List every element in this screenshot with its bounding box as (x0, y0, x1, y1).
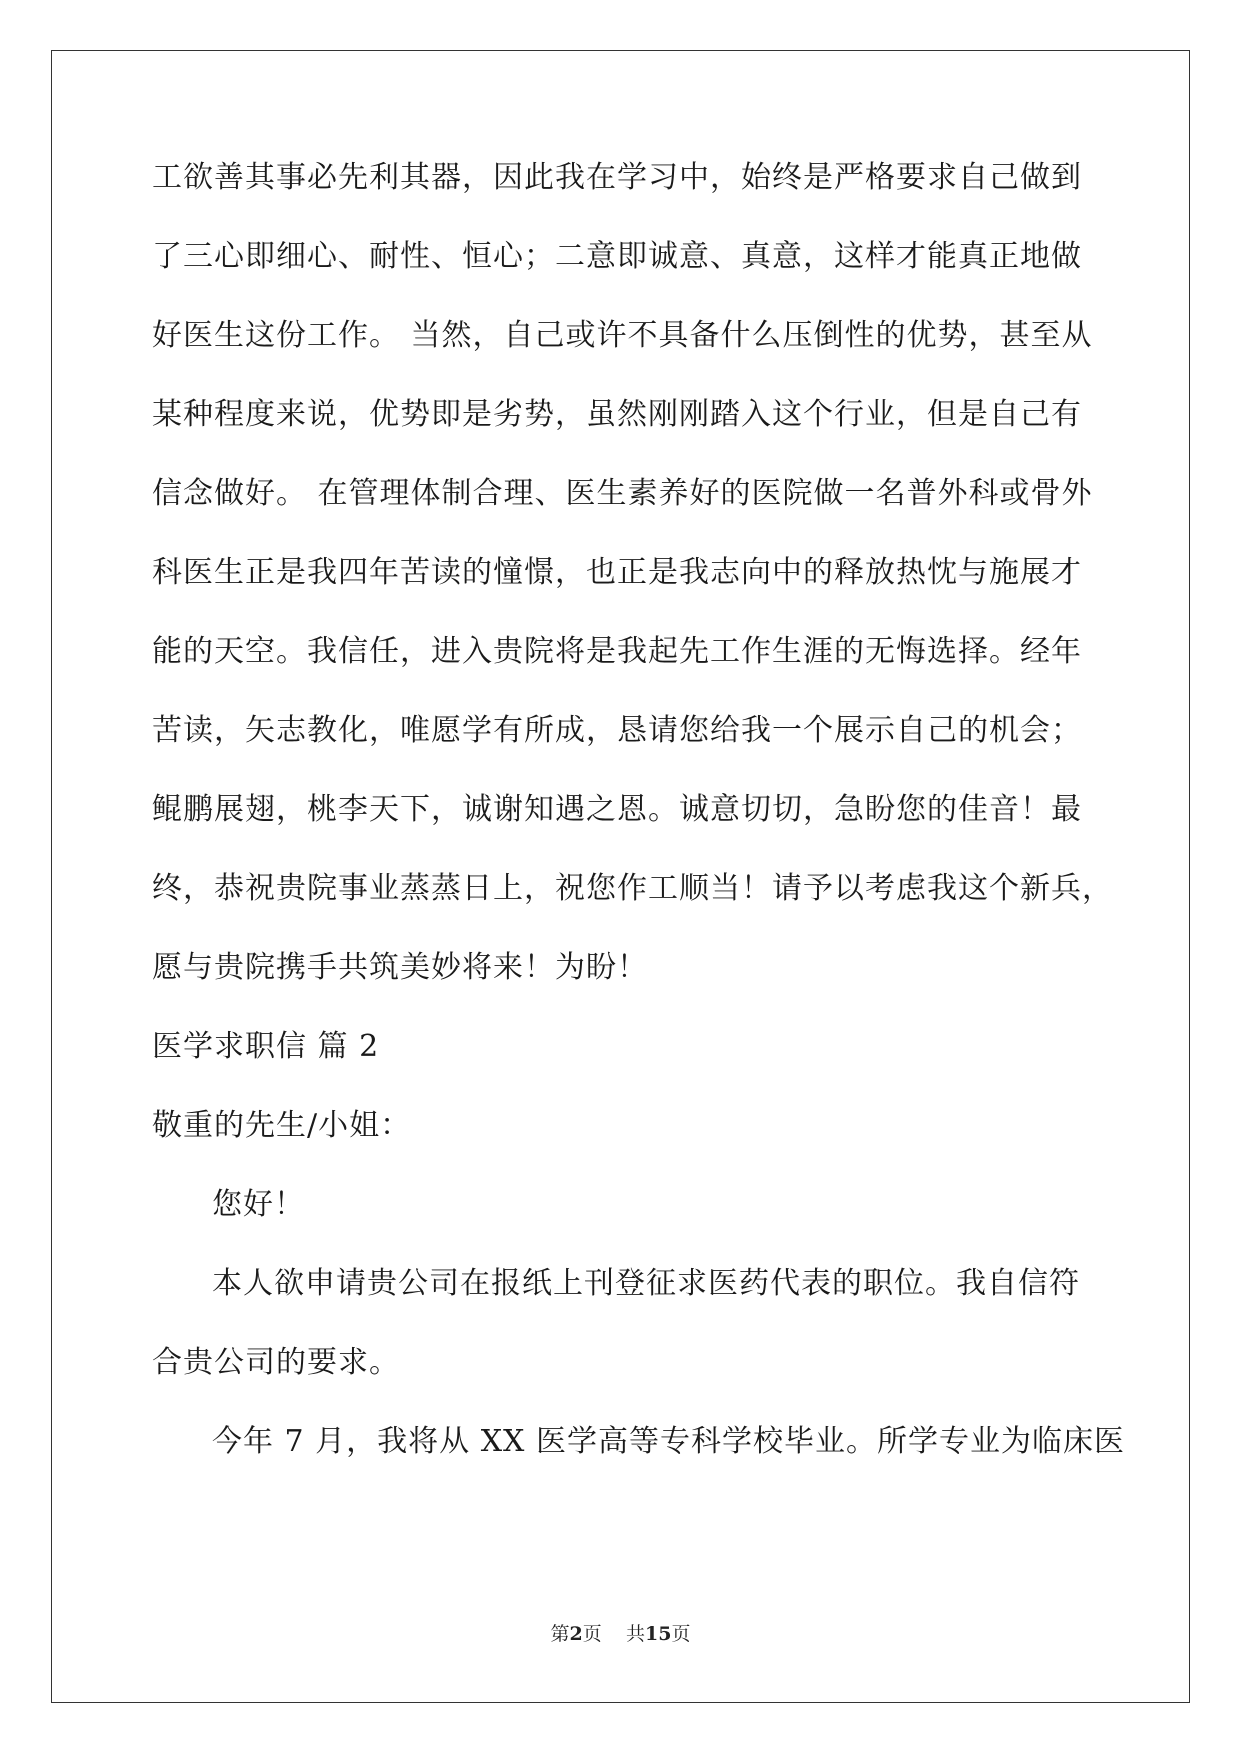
footer-total-suffix: 页 (671, 1623, 691, 1645)
salutation: 敬重的先生/小姐： (152, 1108, 412, 1143)
page-footer (0, 1622, 1241, 1646)
footer-total-prefix: 共 (625, 1623, 645, 1645)
text-line: 终，恭祝贵院事业蒸蒸日上，祝您作工顺当！请予以考虑我这个新兵， (152, 871, 1113, 906)
text-line: 合贵公司的要求。 (152, 1345, 400, 1380)
text-line: 好医生这份工作。 当然，自己或许不具备什么压倒性的优势，甚至从 (152, 318, 1093, 353)
text-line: 某种程度来说，优势即是劣势，虽然刚刚踏入这个行业，但是自己有 (152, 397, 1082, 432)
text-line: 能的天空。我信任，进入贵院将是我起先工作生涯的无悔选择。经年 (152, 634, 1082, 669)
text-line: 鲲鹏展翅，桃李天下，诚谢知遇之恩。诚意切切，急盼您的佳音！最 (152, 792, 1082, 827)
text-line: 科医生正是我四年苦读的憧憬，也正是我志向中的释放热忱与施展才 (152, 555, 1082, 590)
text-line: 工欲善其事必先利其器，因此我在学习中，始终是严格要求自己做到 (152, 160, 1082, 195)
footer-page-suffix: 页 (582, 1623, 602, 1645)
text-line: 苦读，矢志教化，唯愿学有所成，恳请您给我一个展示自己的机会； (152, 713, 1082, 748)
section-heading: 医学求职信 篇 2 (152, 1029, 380, 1064)
text-line: 了三心即细心、耐性、恒心；二意即诚意、真意，这样才能真正地做 (152, 239, 1082, 274)
document-body (152, 158, 1125, 1501)
text-line: 信念做好。 在管理体制合理、医生素养好的医院做一名普外科或骨外 (152, 476, 1093, 511)
text-line: 今年 7 月，我将从 XX 医学高等专科学校毕业。所学专业为临床医 (212, 1424, 1125, 1459)
footer-page-number: 2 (569, 1623, 583, 1645)
greeting: 您好！ (212, 1187, 305, 1222)
text-line: 愿与贵院携手共筑美妙将来！为盼！ (152, 950, 648, 985)
footer-total-pages: 15 (644, 1623, 672, 1645)
text-line: 本人欲申请贵公司在报纸上刊登征求医药代表的职位。我自信符 (212, 1266, 1080, 1301)
footer-page-prefix: 第 (550, 1623, 570, 1645)
